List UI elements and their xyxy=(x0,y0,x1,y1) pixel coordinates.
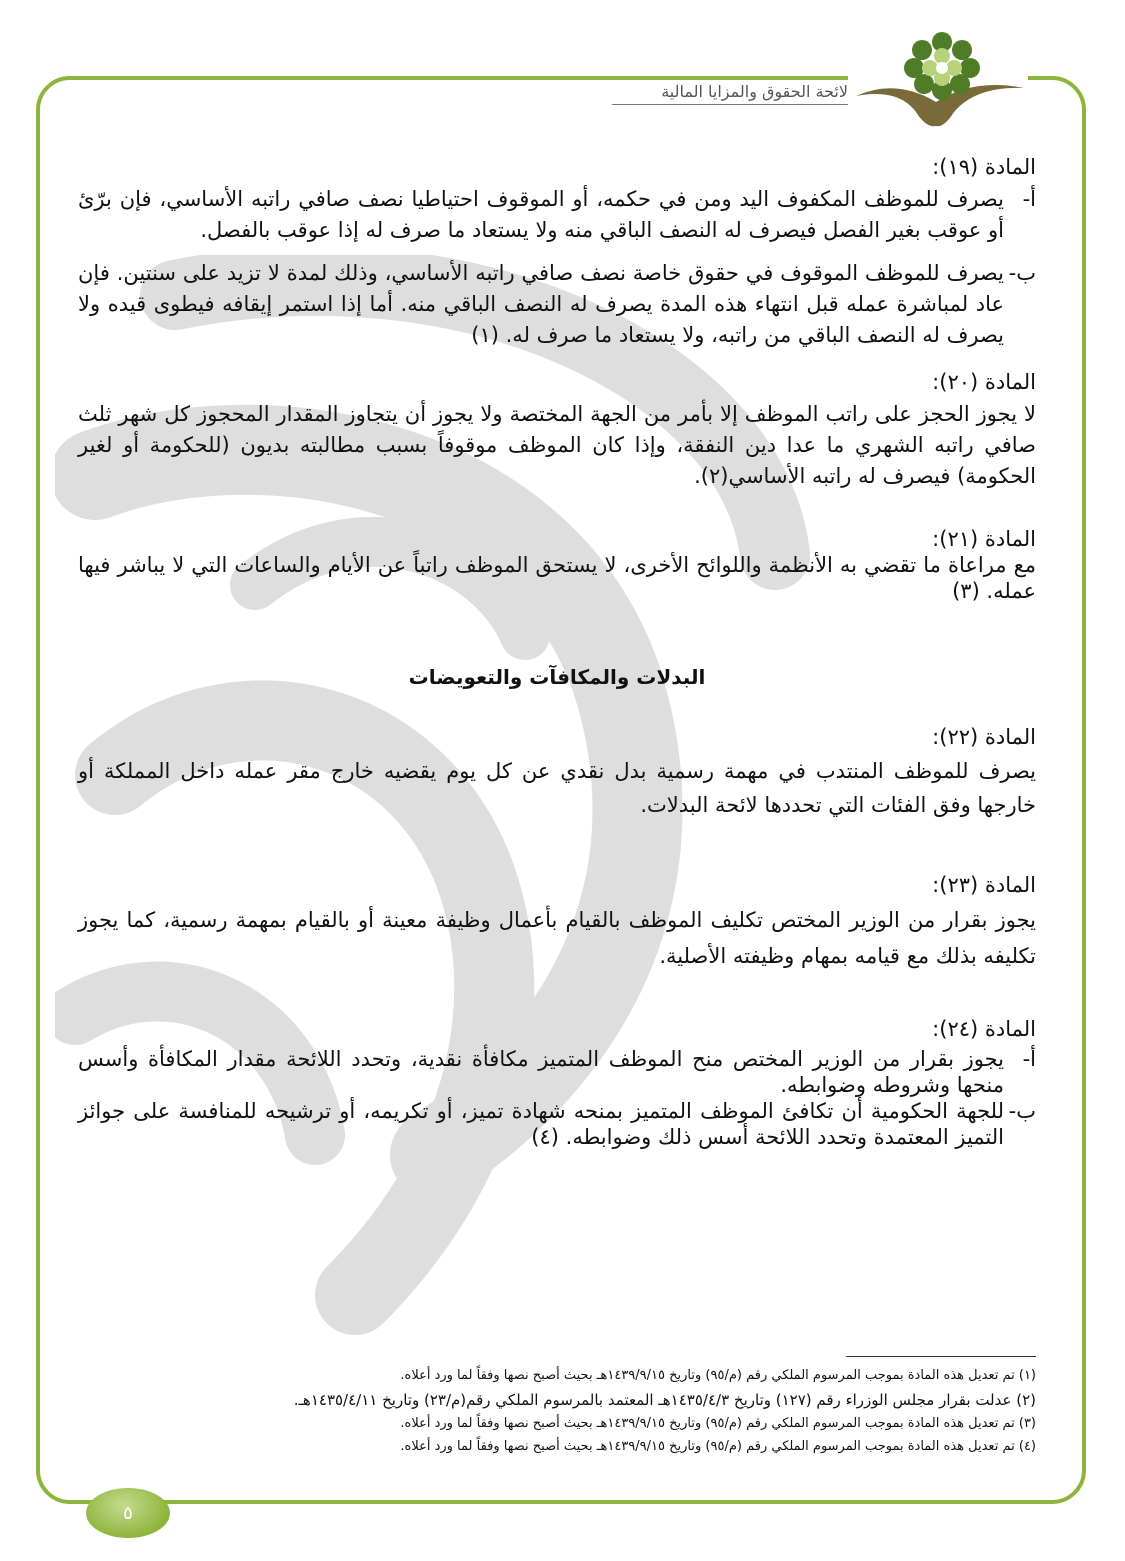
section-title: البدلات والمكافآت والتعويضات xyxy=(408,665,706,689)
footnote: (٣) تم تعديل هذه المادة بموجب المرسوم الملكي رقم (م/٩٥) وتاريخ ١٤٣٩/٩/١٥هـ بحيث أصبح نصها وفقاً لما ورد أعلاه. xyxy=(400,1416,1036,1431)
article-title: المادة (٢٢): xyxy=(932,725,1036,749)
footnote: (١) تم تعديل هذه المادة بموجب المرسوم الملكي رقم (م/٩٥) وتاريخ ١٤٣٩/٩/١٥هـ بحيث أصبح نصها وفقاً لما ورد أعلاه. xyxy=(400,1368,1036,1383)
article-title: المادة (١٩): xyxy=(932,155,1036,179)
article-title: المادة (٢١): xyxy=(932,527,1036,551)
item-label: أ- xyxy=(1022,187,1036,211)
item-label: أ- xyxy=(1022,1047,1036,1071)
page-number: ٥ xyxy=(86,1488,170,1538)
article-text: يصرف للموظف المنتدب في مهمة رسمية بدل نقدي عن كل يوم يقضيه خارج مقر عمله داخل المملكة أو خارجها وفق الفئات التي تحددها لائحة البدلات. xyxy=(78,759,1036,817)
article-title: المادة (٢٠): xyxy=(932,370,1036,394)
item-text: يصرف للموظف الموقوف في حقوق خاصة نصف صافي راتبه الأساسي، وذلك لمدة لا تزيد على سنتين. فإن عاد لمباشرة عمله قبل انتهاء هذه المدة يصرف له النصف الباقي منه. أما إذا استمر إيقافه فيطوى قيده ولا يصرف له النصف الباقي من راتبه، ولا يستعاد ما صرف له. (١) xyxy=(78,261,1004,347)
document-body xyxy=(78,150,1036,1150)
article-19 xyxy=(78,150,1036,351)
article-23 xyxy=(78,868,1036,974)
item-text: يجوز بقرار من الوزير المختص منح الموظف المتميز مكافأة نقدية، وتحدد اللائحة مقدار المكافأة وأسس منحها وشروطه وضوابطه. xyxy=(78,1047,1004,1097)
logo xyxy=(856,16,1028,134)
article-text: مع مراعاة ما تقضي به الأنظمة واللوائح الأخرى، لا يستحق الموظف راتباً عن الأيام والساعات التي لا يباشر فيها عمله. (٣) xyxy=(78,553,1036,603)
article-24 xyxy=(78,1012,1036,1150)
article-22 xyxy=(78,720,1036,822)
header-title: لائحة الحقوق والمزايا المالية xyxy=(612,82,848,105)
article-text: لا يجوز الحجز على راتب الموظف إلا بأمر من الجهة المختصة ولا يجوز أن يتجاوز المقدار المحجوز كل شهر ثلث صافي راتبه الشهري ما عدا دين النفقة، وإذا كان الموظف موقوفاً بسبب مطالبته بديون (للحكومة أو لغير الحكومة) فيصرف له راتبه الأساسي(٢). xyxy=(78,402,1036,488)
article-item xyxy=(78,258,1036,351)
article-title: المادة (٢٣): xyxy=(932,873,1036,897)
article-text: يجوز بقرار من الوزير المختص تكليف الموظف بالقيام بأعمال وظيفة معينة أو بالقيام بمهمة رسمية، كما يجوز تكليفه بذلك مع قيامه بمهام وظيفته الأصلية. xyxy=(78,908,1036,968)
item-text: للجهة الحكومية أن تكافئ الموظف المتميز بمنحه شهادة تميز، أو تكريمه، أو ترشيحه للمنافسة على جوائز التميز المعتمدة وتحدد اللائحة أسس ذلك وضوابطه. (٤) xyxy=(78,1099,1004,1149)
article-20 xyxy=(78,365,1036,492)
article-title: المادة (٢٤): xyxy=(932,1017,1036,1041)
item-label: ب- xyxy=(1008,1099,1036,1123)
footnotes xyxy=(78,1366,1036,1460)
footnote-rule xyxy=(846,1356,1036,1357)
article-21 xyxy=(78,526,1036,604)
article-item xyxy=(78,184,1036,246)
item-text: يصرف للموظف المكفوف اليد ومن في حكمه، أو الموقوف احتياطيا نصف صافي راتبه الأساسي، فإن برّئ أو عوقب بغير الفصل فيصرف له النصف الباقي منه ولا يستعاد ما صرف له إذا عوقب بالفصل. xyxy=(78,187,1004,242)
article-item xyxy=(78,1046,1036,1098)
footnote: (٤) تم تعديل هذه المادة بموجب المرسوم الملكي رقم (م/٩٥) وتاريخ ١٤٣٩/٩/١٥هـ بحيث أصبح نصها وفقاً لما ورد أعلاه. xyxy=(400,1439,1036,1454)
footnote: (٢) عدلت بقرار مجلس الوزراء رقم (١٢٧) وتاريخ ١٤٣٥/٤/٣هـ المعتمد بالمرسوم الملكي رقم(م/٢٣) وتاريخ ١٤٣٥/٤/١١هـ. xyxy=(293,1391,1036,1409)
item-label: ب- xyxy=(1008,261,1036,285)
article-item xyxy=(78,1098,1036,1150)
